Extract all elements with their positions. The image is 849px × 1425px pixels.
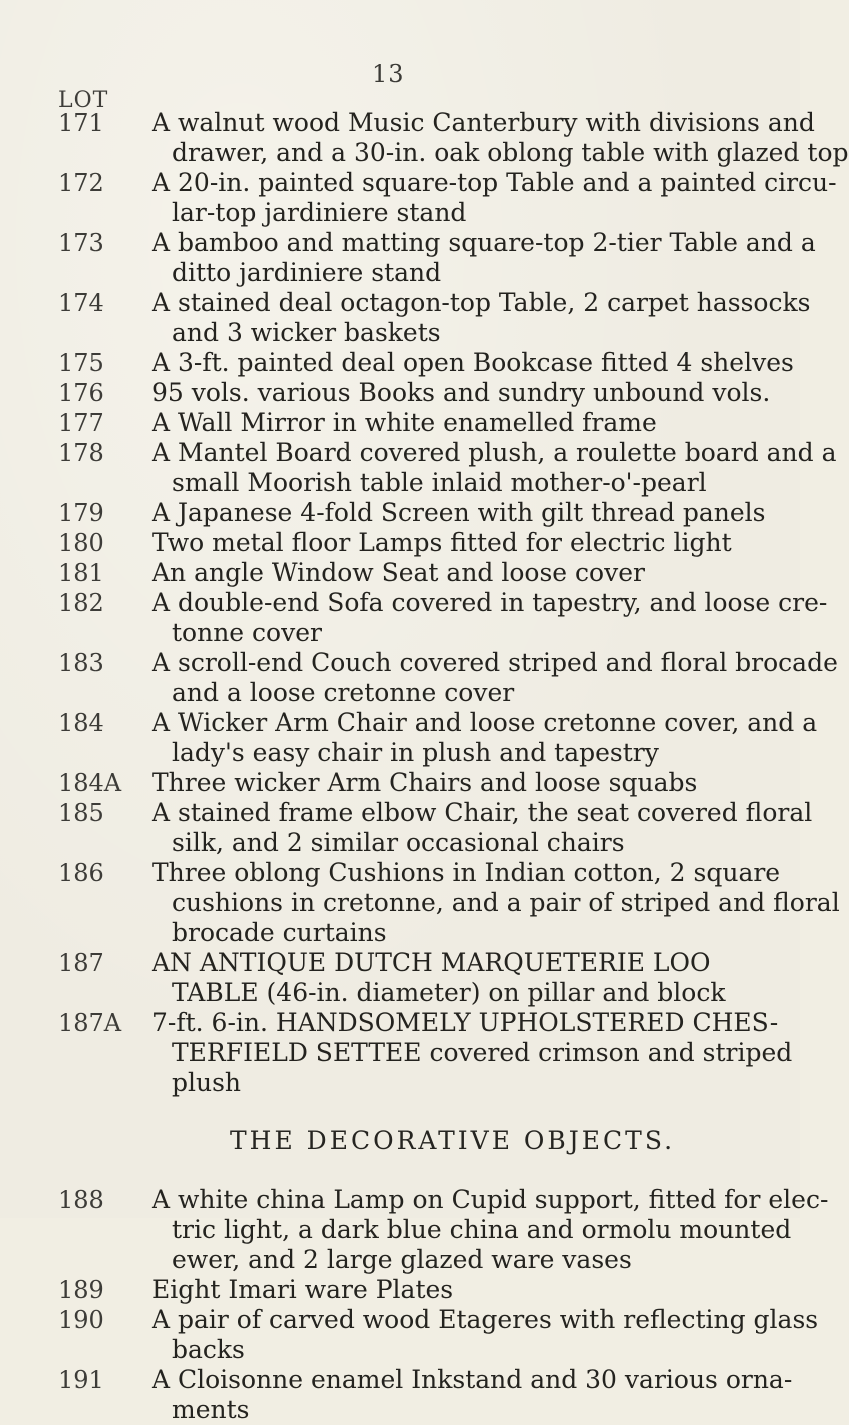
lot-number: 180 bbox=[58, 529, 104, 557]
description-line: A Wicker Arm Chair and loose cretonne cover, and a bbox=[152, 708, 818, 737]
lot-description bbox=[152, 1275, 793, 1305]
description-line: 95 vols. various Books and sundry unbound vols. bbox=[152, 378, 771, 407]
lot-number: 176 bbox=[58, 379, 104, 407]
description-line: and 3 wicker baskets bbox=[172, 318, 441, 347]
lot-number: 191 bbox=[58, 1366, 104, 1394]
lot-number: 182 bbox=[58, 589, 104, 617]
lot-description bbox=[152, 768, 793, 798]
lot-number: 178 bbox=[58, 439, 104, 467]
lot-number: 175 bbox=[58, 349, 104, 377]
lot-entry bbox=[58, 948, 793, 1008]
lot-entry bbox=[58, 588, 828, 648]
lot-number: 173 bbox=[58, 229, 104, 257]
furniture-lots bbox=[58, 108, 849, 1098]
lot-number: 171 bbox=[58, 109, 104, 137]
lot-entry bbox=[58, 108, 849, 168]
description-line: A walnut wood Music Canterbury with divisions and bbox=[152, 108, 815, 137]
lot-number: 189 bbox=[58, 1276, 104, 1304]
description-line: TABLE (46-in. diameter) on pillar and block bbox=[172, 978, 726, 1007]
description-line: A 3-ft. painted deal open Bookcase fitted 4 shelves bbox=[152, 348, 794, 377]
lot-number: 179 bbox=[58, 499, 104, 527]
lot-number: 184A bbox=[58, 769, 122, 797]
lot-number: 172 bbox=[58, 169, 104, 197]
lot-description bbox=[152, 498, 793, 528]
lot-entry bbox=[58, 708, 818, 768]
description-line: A Wall Mirror in white enamelled frame bbox=[152, 408, 657, 437]
description-line: Three wicker Arm Chairs and loose squabs bbox=[152, 768, 698, 797]
lot-description bbox=[152, 438, 837, 498]
lot-description bbox=[152, 588, 827, 648]
description-line: 7-ft. 6-in. HANDSOMELY UPHOLSTERED CHES- bbox=[152, 1008, 779, 1037]
description-line: ditto jardiniere stand bbox=[172, 258, 442, 287]
lot-description bbox=[152, 798, 812, 858]
lot-entry bbox=[58, 348, 793, 378]
description-line: A stained deal octagon-top Table, 2 carpet hassocks bbox=[152, 288, 811, 317]
description-line: A 20-in. painted square-top Table and a painted circu- bbox=[152, 168, 837, 197]
description-line: silk, and 2 similar occasional chairs bbox=[172, 828, 625, 857]
lot-column-heading: LOT bbox=[58, 88, 109, 113]
lot-entry bbox=[58, 1275, 793, 1305]
lot-entry bbox=[58, 228, 816, 288]
lot-number: 184 bbox=[58, 709, 104, 737]
lot-description bbox=[152, 408, 793, 438]
description-line: An angle Window Seat and loose cover bbox=[152, 558, 645, 587]
description-line: A scroll-end Couch covered striped and floral brocade bbox=[152, 648, 838, 677]
lot-entry bbox=[58, 438, 837, 498]
lot-entry bbox=[58, 858, 840, 948]
description-line: A Cloisonne enamel Inkstand and 30 various orna- bbox=[152, 1365, 793, 1394]
lot-description bbox=[152, 348, 794, 378]
lot-description bbox=[152, 1185, 828, 1275]
lot-description bbox=[152, 168, 837, 228]
lot-number: 177 bbox=[58, 409, 104, 437]
description-line: cushions in cretonne, and a pair of striped and floral bbox=[172, 888, 840, 917]
description-line: backs bbox=[172, 1335, 245, 1364]
lot-entry bbox=[58, 648, 838, 708]
description-line: A Mantel Board covered plush, a roulette board and a bbox=[152, 438, 837, 467]
lot-description bbox=[152, 558, 793, 588]
lot-number: 183 bbox=[58, 649, 104, 677]
description-line: Eight Imari ware Plates bbox=[152, 1275, 454, 1304]
section-title: THE DECORATIVE OBJECTS. bbox=[230, 1126, 676, 1155]
description-line: A bamboo and matting square-top 2-tier Table and a bbox=[152, 228, 816, 257]
lot-number: 187A bbox=[58, 1009, 122, 1037]
description-line: Two metal floor Lamps fitted for electric light bbox=[152, 528, 732, 557]
lot-description bbox=[152, 1008, 793, 1098]
lot-entry bbox=[58, 1008, 793, 1098]
lot-entry bbox=[58, 408, 793, 438]
description-line: A pair of carved wood Etageres with reflecting glass bbox=[152, 1305, 819, 1334]
lot-description bbox=[152, 228, 816, 288]
description-line: A stained frame elbow Chair, the seat covered floral bbox=[152, 798, 813, 827]
lot-description bbox=[152, 528, 793, 558]
description-line: brocade curtains bbox=[172, 918, 387, 947]
description-line: drawer, and a 30-in. oak oblong table with glazed top bbox=[172, 138, 849, 167]
lot-entry bbox=[58, 558, 793, 588]
lot-entry bbox=[58, 168, 837, 228]
lot-number: 190 bbox=[58, 1306, 104, 1334]
decorative-objects-lots bbox=[58, 1185, 829, 1425]
lot-number: 187 bbox=[58, 949, 104, 977]
description-line: A Japanese 4-fold Screen with gilt thread panels bbox=[152, 498, 766, 527]
lot-entry bbox=[58, 288, 811, 348]
description-line: ewer, and 2 large glazed ware vases bbox=[172, 1245, 632, 1274]
description-line: small Moorish table inlaid mother-o'-pearl bbox=[172, 468, 707, 497]
lot-number: 185 bbox=[58, 799, 104, 827]
lot-entry bbox=[58, 378, 793, 408]
description-line: A double-end Sofa covered in tapestry, and loose cre- bbox=[152, 588, 828, 617]
lot-number: 181 bbox=[58, 559, 104, 587]
description-line: plush bbox=[172, 1068, 242, 1097]
description-line: lar-top jardiniere stand bbox=[172, 198, 467, 227]
lot-description bbox=[152, 648, 838, 708]
lot-entry bbox=[58, 798, 813, 858]
lot-entry bbox=[58, 1305, 819, 1365]
description-line: ments bbox=[172, 1395, 250, 1424]
lot-list bbox=[58, 108, 849, 1425]
description-line: tric light, a dark blue china and ormolu mounted bbox=[172, 1215, 792, 1244]
description-line: tonne cover bbox=[172, 618, 322, 647]
description-line: A white china Lamp on Cupid support, fitted for elec- bbox=[152, 1185, 829, 1214]
description-line: and a loose cretonne cover bbox=[172, 678, 515, 707]
description-line: TERFIELD SETTEE covered crimson and striped bbox=[172, 1038, 793, 1067]
lot-description bbox=[152, 948, 793, 1008]
lot-number: 186 bbox=[58, 859, 104, 887]
description-line: lady's easy chair in plush and tapestry bbox=[172, 738, 659, 767]
lot-entry bbox=[58, 528, 793, 558]
description-line: Three oblong Cushions in Indian cotton, 2 square bbox=[152, 858, 781, 887]
lot-entry bbox=[58, 1185, 829, 1275]
lot-number: 174 bbox=[58, 289, 104, 317]
description-line: AN ANTIQUE DUTCH MARQUETERIE LOO bbox=[152, 948, 711, 977]
lot-description bbox=[152, 108, 849, 168]
lot-description bbox=[152, 1305, 818, 1365]
lot-description bbox=[152, 708, 817, 768]
lot-description bbox=[152, 288, 810, 348]
lot-entry bbox=[58, 498, 793, 528]
lot-entry bbox=[58, 768, 793, 798]
lot-description bbox=[152, 1365, 793, 1425]
page-number: 13 bbox=[372, 60, 405, 88]
lot-description bbox=[152, 858, 840, 948]
lot-entry bbox=[58, 1365, 793, 1425]
lot-description bbox=[152, 378, 793, 408]
lot-number: 188 bbox=[58, 1186, 104, 1214]
